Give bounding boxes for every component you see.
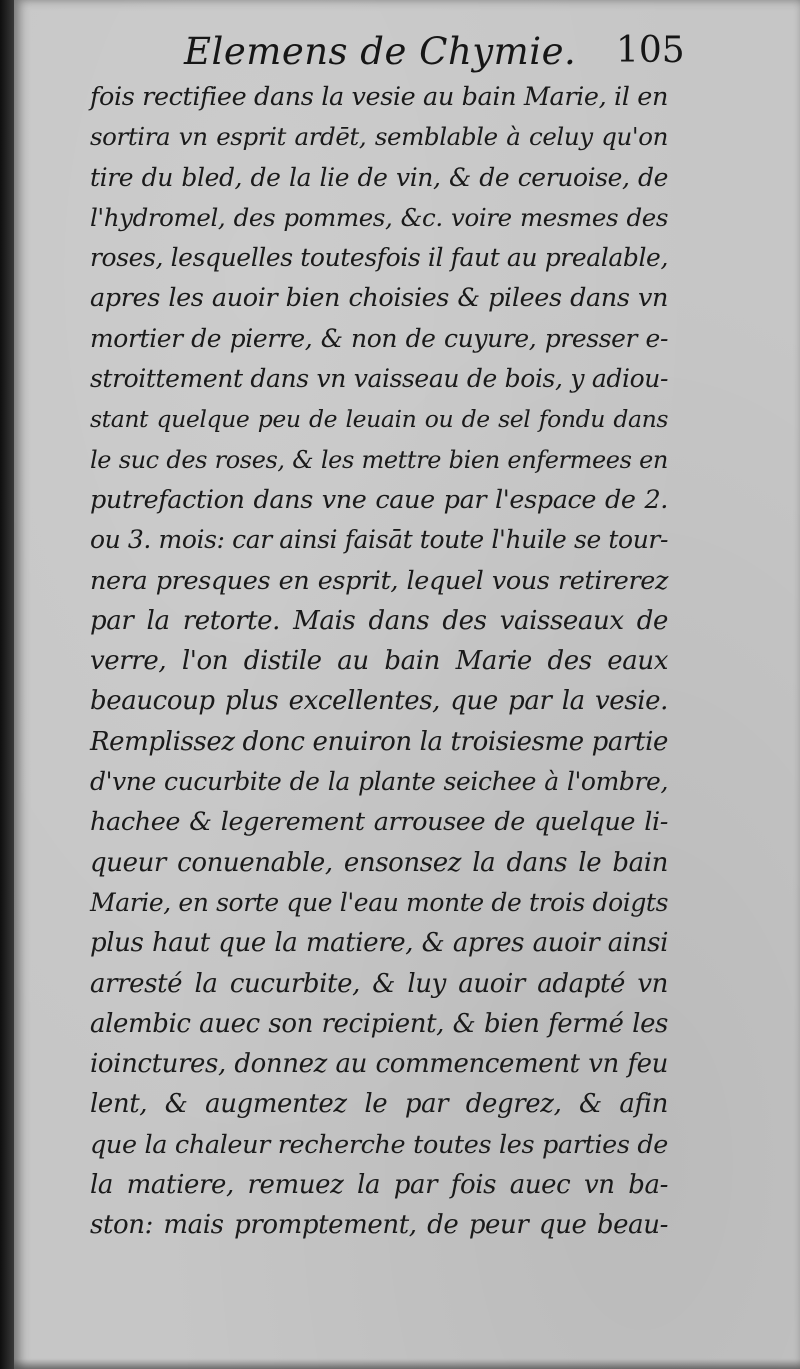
book-page <box>14 0 800 1369</box>
text-line: apres les auoir bien choisies & pilees dans vn <box>90 283 668 314</box>
body-text <box>90 77 668 1246</box>
page-bottom-shade <box>14 1359 800 1369</box>
running-title: Elemens de Chymie. <box>184 30 577 73</box>
text-line: l'hydromel, des pommes, &c. voire mesmes des <box>90 202 668 232</box>
text-line: putrefaction dans vne caue par l'espace de 2. <box>90 484 668 515</box>
book-gutter-edge <box>0 0 14 1369</box>
text-line: d'vne cucurbite de la plante seichee à l'ombre, <box>90 767 668 797</box>
text-line: ston: mais promptement, de peur que beau- <box>90 1210 668 1241</box>
text-line: par la retorte. Mais dans des vaisseaux de <box>90 605 668 636</box>
text-line: arresté la cucurbite, & luy auoir adapté vn <box>90 968 668 999</box>
text-line: la matiere, remuez la par fois auec vn ba- <box>90 1170 668 1201</box>
text-line: le suc des roses, & les mettre bien enfermees en <box>90 445 668 474</box>
text-line: mortier de pierre, & non de cuyure, presser e- <box>90 323 668 353</box>
text-line: lent, & augmentez le par degrez, & afin <box>90 1089 668 1120</box>
page-header <box>184 26 685 76</box>
text-line: plus haut que la matiere, & apres auoir ainsi <box>90 928 668 959</box>
text-line: Remplissez donc enuiron la troisiesme partie <box>90 726 668 757</box>
text-line: sortira vn esprit ardēt, semblable à celuy qu'on <box>90 122 668 152</box>
text-line: nera presques en esprit, lequel vous retirerez <box>90 565 668 596</box>
text-line: que la chaleur recherche toutes les parties de <box>90 1129 668 1160</box>
text-line: roses, lesquelles toutesfois il faut au prealable, <box>90 243 668 273</box>
text-line: verre, l'on distile au bain Marie des eaux <box>90 646 668 677</box>
text-line: alembic auec son recipient, & bien fermé les <box>90 1008 668 1039</box>
text-line: Marie, en sorte que l'eau monte de trois doigts <box>90 887 668 917</box>
text-line: ou 3. mois: car ainsi faisāt toute l'huile se tour- <box>90 525 668 555</box>
text-line: beaucoup plus excellentes, que par la vesie. <box>90 686 668 717</box>
text-line: stroittement dans vn vaisseau de bois, y adiou- <box>90 364 668 394</box>
text-line: queur conuenable, ensonsez la dans le bain <box>90 847 668 878</box>
text-line: ioinctures, donnez au commencement vn feu <box>90 1049 668 1080</box>
text-line: tire du bled, de la lie de vin, & de ceruoise, de <box>90 162 668 192</box>
page-number: 105 <box>616 30 685 71</box>
text-line: hachee & legerement arrousee de quelque li- <box>90 807 668 838</box>
text-line: stant quelque peu de leuain ou de sel fondu dans <box>90 405 668 434</box>
text-line: fois rectifiee dans la vesie au bain Marie, il en <box>90 82 668 112</box>
